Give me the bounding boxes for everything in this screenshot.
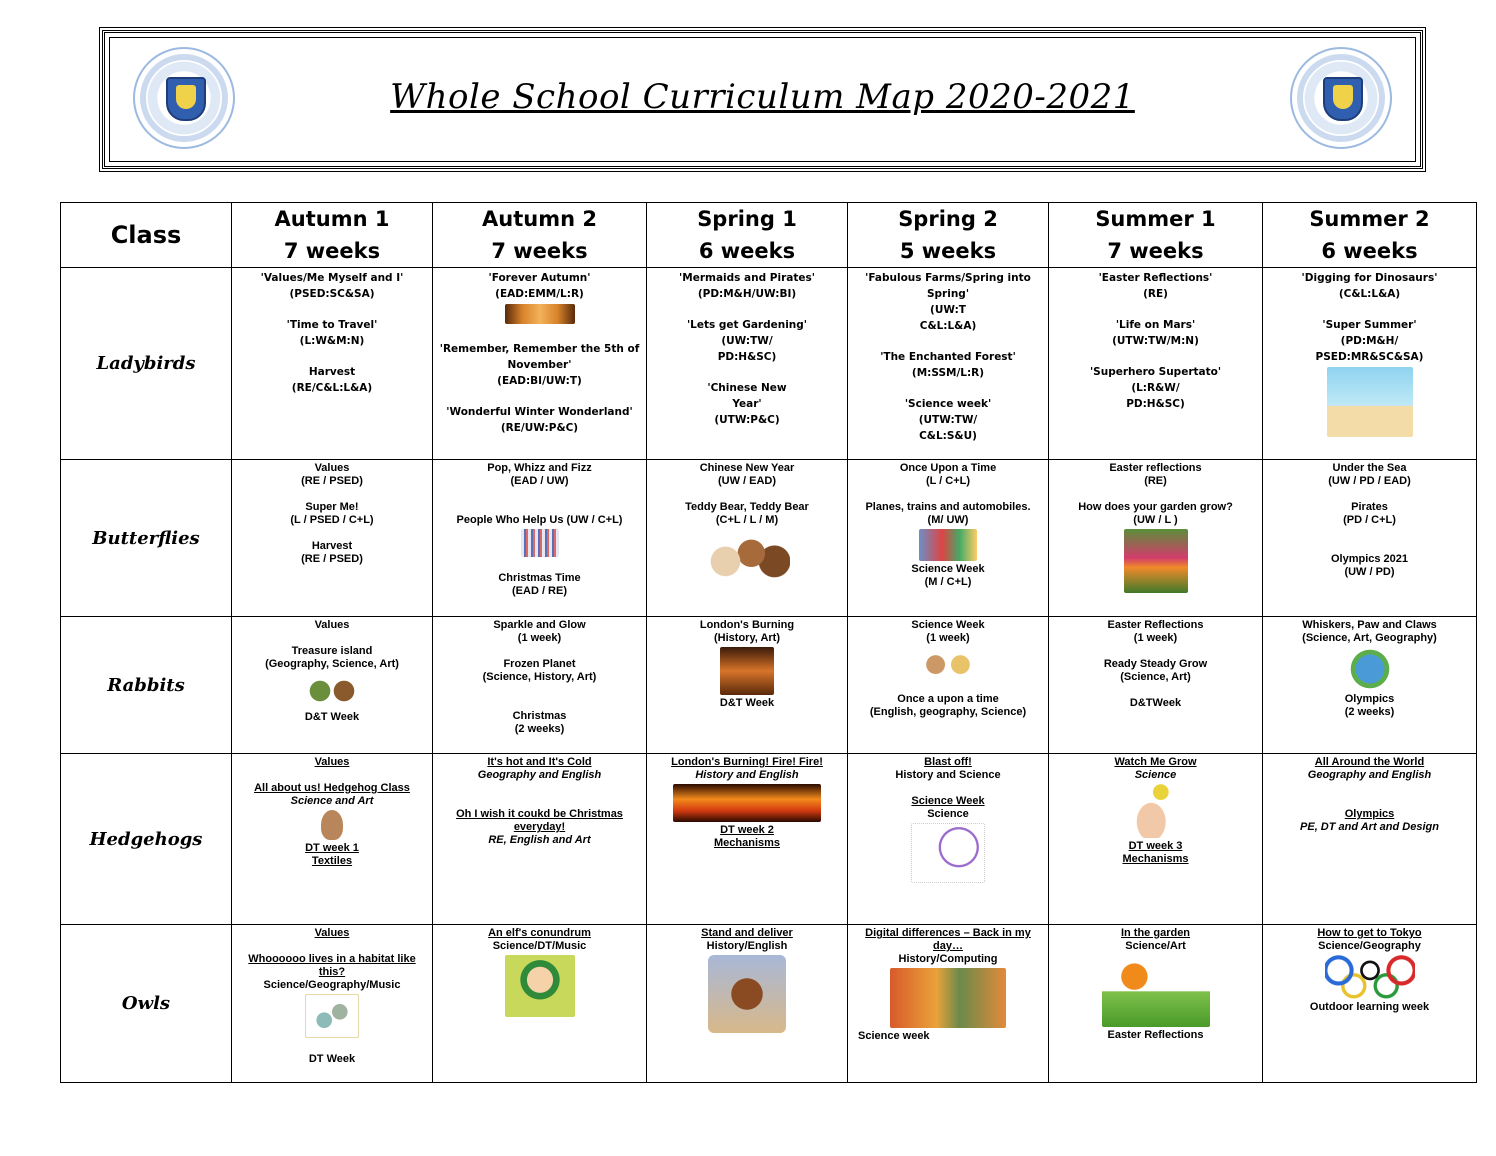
topic-line: 'Easter Reflections' (1098, 272, 1213, 284)
topic-cell (647, 925, 848, 1083)
topic-line: (PSED:SC&SA) (289, 288, 375, 300)
term-weeks: 6 weeks (698, 239, 796, 263)
spacer (234, 632, 430, 645)
topic-line: 'Remember, Remember the 5th of November' (439, 343, 640, 371)
header-row (61, 203, 1477, 268)
topic-list (850, 925, 1046, 1043)
topic-cell (848, 460, 1049, 617)
topic-list (850, 460, 1046, 589)
column-header-term (848, 203, 1049, 268)
topic-line: C&L:L&A) (919, 320, 977, 332)
topic-cell (232, 617, 433, 754)
spacer (1051, 302, 1260, 317)
term-weeks: 6 weeks (1321, 239, 1418, 263)
spacer (234, 488, 430, 501)
topic-line: PE, DT and Art and Design (1300, 821, 1439, 833)
topic-line: Easter reflections (1109, 462, 1202, 474)
topic-cell (433, 268, 647, 460)
topic-list (850, 617, 1046, 719)
garden-image (1124, 529, 1188, 593)
topic-line: (1 week) (1133, 632, 1178, 644)
topic-line: (L:W&M:N) (299, 335, 365, 347)
spacer (234, 527, 430, 540)
topic-line: History/English (706, 940, 788, 952)
topic-line: Science (927, 808, 969, 820)
teddy-image (704, 529, 790, 583)
topic-cell (848, 925, 1049, 1083)
class-name: Butterflies (61, 460, 232, 617)
topic-list (1051, 754, 1260, 866)
globe-image (1347, 647, 1393, 691)
topic-line: History and English (695, 769, 799, 781)
spacer (435, 326, 644, 341)
topic-line: DT week 3 (1128, 840, 1183, 852)
spacer (435, 501, 644, 514)
topic-cell (232, 925, 433, 1083)
autumn-image (505, 304, 575, 324)
topic-list (234, 617, 430, 724)
topic-list (1051, 925, 1260, 1042)
topic-line: Pirates (1351, 501, 1388, 513)
column-header-class (61, 203, 232, 268)
topic-line: Science/Geography/Music (263, 979, 401, 991)
spacer (1265, 488, 1474, 501)
topic-cell (1049, 925, 1263, 1083)
topic-cell (848, 754, 1049, 925)
term-name: Autumn 1 (274, 207, 390, 231)
topic-line: 'Superhero Supertato' (1089, 366, 1222, 378)
spacer (435, 684, 644, 697)
spacer (1051, 684, 1260, 697)
topic-line: (UW:TW/ (721, 335, 773, 347)
spacer (435, 645, 644, 658)
digital-image (890, 968, 1006, 1028)
page-title: Whole School Curriculum Map 2020-2021 (390, 77, 1135, 117)
treasure-image (302, 673, 362, 709)
topic-line: In the garden (1120, 927, 1191, 939)
spacer (234, 940, 430, 953)
topic-line: (EAD:EMM/L:R) (495, 288, 584, 300)
topic-line: RE, English and Art (488, 834, 591, 846)
spacer (1265, 540, 1474, 553)
topic-list (435, 617, 644, 736)
spacer (435, 488, 644, 501)
topic-line: Oh I wish it coukd be Christmas everyday! (456, 808, 623, 833)
topic-line: Olympics 2021 (1330, 553, 1409, 565)
summer-image (1327, 367, 1413, 437)
topic-line: Geography and English (477, 769, 602, 781)
topic-line: (EAD / RE) (512, 585, 567, 597)
topic-list (435, 460, 644, 598)
topic-line: Frozen Planet (503, 658, 576, 670)
topic-cell (647, 754, 848, 925)
topic-line: All Around the World (1314, 756, 1425, 768)
class-row (61, 460, 1477, 617)
topic-list (1265, 460, 1474, 579)
school-logo-right (1290, 47, 1392, 149)
topic-line: (UW / L ) (1133, 514, 1178, 526)
spacer (1265, 527, 1474, 540)
term-name: Spring 2 (898, 207, 998, 231)
term-name: Spring 1 (697, 207, 797, 231)
topic-line: (1 week) (517, 632, 562, 644)
shield-icon (1323, 77, 1363, 121)
elf-image (505, 955, 575, 1017)
topic-line: Science and Art (290, 795, 374, 807)
topic-list (850, 754, 1046, 883)
topic-line: (PD:M&H/ (1340, 335, 1399, 347)
spacer (435, 559, 644, 572)
topic-list (234, 925, 430, 1066)
spacer (850, 381, 1046, 396)
topic-line: (RE / PSED) (301, 475, 363, 487)
topic-line: Science/Art (1125, 940, 1186, 952)
topic-line: (UTW:P&C) (714, 414, 780, 426)
topic-cell (1049, 617, 1263, 754)
class-row (61, 754, 1477, 925)
topic-cell (647, 268, 848, 460)
topic-line: Mechanisms (1122, 853, 1189, 865)
topic-list (1265, 268, 1474, 437)
topic-line: (M / C+L) (924, 576, 972, 588)
topic-line: It's hot and It's Cold (487, 756, 592, 768)
topic-line: 'Time to Travel' (286, 319, 378, 331)
spacer (850, 488, 1046, 501)
topic-cell (232, 268, 433, 460)
topic-line: DT week 2 (720, 824, 774, 836)
topic-line: Chinese New Year (699, 462, 795, 474)
column-header-term (1049, 203, 1263, 268)
topic-line: Mechanisms (713, 837, 781, 849)
topic-line: (C&L:L&A) (1338, 288, 1401, 300)
spacer (649, 488, 845, 501)
topic-line: How to get to Tokyo (1317, 927, 1422, 939)
topic-list (435, 268, 644, 436)
topic-line: (2 weeks) (1344, 706, 1395, 718)
topic-cell (1263, 460, 1477, 617)
topic-line: (Science, Art) (1120, 671, 1191, 683)
spacer (1051, 488, 1260, 501)
spacer (649, 365, 845, 380)
spacer (1265, 302, 1474, 317)
topic-cell (1049, 460, 1263, 617)
topic-cell (1263, 925, 1477, 1083)
topic-line: History and Science (895, 769, 1001, 781)
column-header-term (232, 203, 433, 268)
topic-line: Values (314, 756, 350, 768)
fire1-image (720, 647, 774, 695)
topic-cell (1049, 754, 1263, 925)
topic-line: 'Science week' (904, 398, 992, 410)
topic-line: Christmas Time (498, 572, 581, 584)
topic-cell (1049, 268, 1263, 460)
topic-line: Planes, trains and automobiles. (865, 501, 1031, 513)
topic-line: Stand and deliver (701, 927, 793, 939)
topic-line: Under the Sea (1332, 462, 1407, 474)
term-weeks: 5 weeks (899, 239, 997, 263)
spacer (850, 334, 1046, 349)
topic-line: Science (1134, 769, 1177, 781)
class-row (61, 268, 1477, 460)
curriculum-table (60, 202, 1477, 1083)
class-name: Hedgehogs (61, 754, 232, 925)
topic-cell (433, 754, 647, 925)
spacer (234, 769, 430, 782)
topic-line: Easter Reflections (1107, 1029, 1204, 1041)
class-name: Owls (61, 925, 232, 1083)
topic-line: (L / C+L) (925, 475, 971, 487)
topic-line: An elf's conundrum (488, 927, 591, 939)
topic-line: 'Mermaids and Pirates' (679, 272, 815, 284)
topic-line: Science/DT/Music (492, 940, 587, 952)
topic-line: (1 week) (926, 632, 970, 644)
topic-line: 'Values/Me Myself and I' (260, 272, 404, 284)
topic-line: (UW:T (930, 304, 966, 316)
topic-cell (647, 460, 848, 617)
topic-list (234, 460, 430, 566)
spacer (1051, 645, 1260, 658)
topic-list (1265, 754, 1474, 834)
term-weeks: 7 weeks (491, 239, 588, 263)
fire2-image (673, 784, 821, 822)
topic-cell (848, 268, 1049, 460)
topic-list (1051, 617, 1260, 710)
class-row (61, 617, 1477, 754)
olympics-image (1325, 955, 1415, 999)
topic-cell (232, 460, 433, 617)
topic-line: Year' (732, 398, 762, 410)
topic-line: (M/ UW) (927, 514, 969, 526)
planes-image (919, 529, 977, 561)
topic-line: (RE / PSED) (301, 553, 363, 565)
topic-line: (RE) (1144, 475, 1167, 487)
topic-line: Textiles (311, 855, 353, 867)
term-name: Autumn 2 (482, 207, 597, 231)
topic-line: Harvest (311, 540, 353, 552)
topic-cell (647, 617, 848, 754)
topic-list (1051, 268, 1260, 412)
topic-list (649, 268, 845, 428)
class-row (61, 925, 1477, 1083)
topic-list (649, 617, 845, 710)
topic-list (649, 925, 845, 1033)
topic-line: London's Burning! Fire! Fire! (671, 756, 823, 768)
topic-list (234, 268, 430, 396)
topic-line: All about us! Hedgehog Class (254, 782, 410, 794)
topic-line: (UW / PD / EAD) (1328, 475, 1411, 487)
topic-line: Harvest (308, 366, 356, 378)
topic-line: (EAD:BI/UW:T) (497, 375, 582, 387)
topic-line: (2 weeks) (514, 723, 565, 735)
topic-line: Science Week (911, 795, 985, 807)
hedgehog-image (321, 810, 343, 840)
topic-line: (RE) (1143, 288, 1168, 300)
topic-line: Science/Geography (1318, 940, 1421, 952)
column-header-term (1263, 203, 1477, 268)
topic-list (435, 925, 644, 1017)
topic-cell (1263, 754, 1477, 925)
topic-line: Treasure island (291, 645, 373, 657)
topic-line: History/Computing (898, 953, 998, 965)
term-name: Summer 2 (1309, 207, 1430, 231)
topic-line: Watch Me Grow (1114, 756, 1197, 768)
kids-image (917, 647, 979, 691)
topic-cell (848, 617, 1049, 754)
topic-list (1265, 925, 1474, 1014)
spacer (435, 697, 644, 710)
topic-list (234, 754, 430, 868)
term-name: Summer 1 (1095, 207, 1216, 231)
topic-line: PD:H&SC) (1126, 398, 1185, 410)
topic-line: How does your garden grow? (1078, 501, 1233, 513)
topic-line: Pop, Whizz and Fizz (487, 462, 592, 474)
topic-list (649, 460, 845, 583)
topic-line: Easter Reflections (1107, 619, 1204, 631)
term-weeks: 7 weeks (1107, 239, 1204, 263)
topic-line: Outdoor learning week (1309, 1001, 1430, 1013)
spacer (234, 1040, 430, 1053)
topic-line: (C+L / L / M) (715, 514, 779, 526)
column-header-term (433, 203, 647, 268)
topic-line: DT Week (308, 1053, 356, 1065)
term-weeks: 7 weeks (283, 239, 381, 263)
topic-line: Values (314, 462, 350, 474)
topic-line: Once Upon a Time (899, 462, 997, 474)
topic-cell (433, 460, 647, 617)
topic-list (649, 754, 845, 850)
people-image (521, 529, 559, 557)
spacer (649, 302, 845, 317)
spacer (1265, 782, 1474, 795)
topic-list (435, 754, 644, 847)
topic-line: (L:R&W/ (1131, 382, 1180, 394)
topic-line: D&TWeek (1129, 697, 1182, 709)
topic-line: (RE/UW:P&C) (500, 422, 579, 434)
topic-line: DT week 1 (305, 842, 359, 854)
class-name: Rabbits (61, 617, 232, 754)
topic-line: (UW / PD) (1344, 566, 1395, 578)
topic-line: (UTW:TW/ (918, 414, 978, 426)
topic-line: (Science, Art, Geography) (1302, 632, 1437, 644)
topic-line: (PD:M&H/UW:BI) (697, 288, 797, 300)
topic-line: Whiskers, Paw and Claws (1302, 619, 1437, 631)
topic-line: Geography and English (1307, 769, 1432, 781)
topic-line: 'Life on Mars' (1115, 319, 1196, 331)
topic-line: 'Wonderful Winter Wonderland' (446, 406, 633, 418)
topic-line: 'Chinese New (707, 382, 787, 394)
spacer (850, 782, 1046, 795)
horse-image (708, 955, 786, 1033)
topic-line: (History, Art) (714, 632, 780, 644)
topic-line: (UTW:TW/M:N) (1112, 335, 1199, 347)
plant-image (1132, 784, 1180, 838)
topic-line: (EAD / UW) (510, 475, 569, 487)
topic-line: Digital differences – Back in my day… (865, 927, 1031, 952)
topic-line: (L / PSED / C+L) (290, 514, 374, 526)
topic-line: (PD / C+L) (1343, 514, 1396, 526)
topic-line: (RE/C&L:L&A) (291, 382, 373, 394)
spacer (234, 302, 430, 317)
topic-cell (433, 617, 647, 754)
topic-line: D&T Week (304, 711, 360, 723)
spacer (234, 349, 430, 364)
stem-image (911, 823, 985, 883)
spacer (435, 782, 644, 795)
topic-cell (433, 925, 647, 1083)
topic-line: (Science, History, Art) (482, 671, 597, 683)
topic-line: PD:H&SC) (717, 351, 777, 363)
spacer (435, 795, 644, 808)
topic-line: Ready Steady Grow (1103, 658, 1208, 670)
topic-line: Values (314, 927, 350, 939)
topic-line: Olympics (1344, 693, 1395, 705)
owl-image (305, 994, 359, 1038)
topic-line: Super Me! (305, 501, 359, 513)
topic-line: 'Super Summer' (1322, 319, 1417, 331)
topic-line: (English, geography, Science) (869, 706, 1027, 718)
topic-line: C&L:S&U) (919, 430, 977, 442)
spacer (1265, 795, 1474, 808)
title-banner (102, 30, 1423, 169)
topic-line: D&T Week (719, 697, 775, 709)
topic-list (1265, 617, 1474, 719)
topic-line: 'Digging for Dinosaurs' (1301, 272, 1438, 284)
topic-cell (1263, 268, 1477, 460)
topic-line: Blast off! (924, 756, 972, 768)
topic-line: Olympics (1344, 808, 1395, 820)
topic-list (850, 268, 1046, 444)
topic-line: Science week (858, 1030, 930, 1042)
topic-cell (1263, 617, 1477, 754)
topic-line: Science Week (911, 563, 985, 575)
column-header-term (647, 203, 848, 268)
topic-line: 'Lets get Gardening' (686, 319, 808, 331)
topic-line: 'Forever Autumn' (488, 272, 591, 284)
topic-cell (232, 754, 433, 925)
topic-line: Once a upon a time (897, 693, 999, 705)
class-name: Ladybirds (61, 268, 232, 460)
topic-line: (M:SSM/L:R) (911, 367, 985, 379)
topic-line: 'The Enchanted Forest' (880, 351, 1016, 363)
term-name: Class (110, 221, 182, 249)
topic-line: PSED:MR&SC&SA) (1315, 351, 1424, 363)
topic-line: (UW / EAD) (717, 475, 777, 487)
topic-line: Christmas (512, 710, 567, 722)
topic-line: Values (314, 619, 350, 631)
topic-line: Whoooooo lives in a habitat like this? (248, 953, 416, 978)
topic-line: Sparkle and Glow (493, 619, 586, 631)
topic-list (1051, 460, 1260, 593)
topic-line: People Who Help Us (UW / C+L) (456, 514, 623, 526)
topic-line: London's Burning (699, 619, 795, 631)
spacer (1051, 349, 1260, 364)
topic-line: (Geography, Science, Art) (265, 658, 399, 670)
spacer (435, 389, 644, 404)
topic-line: Teddy Bear, Teddy Bear (685, 501, 809, 513)
butterfly-image (1102, 955, 1210, 1027)
topic-line: Science Week (911, 619, 985, 631)
topic-line: 'Fabulous Farms/Spring into Spring' (865, 272, 1031, 300)
